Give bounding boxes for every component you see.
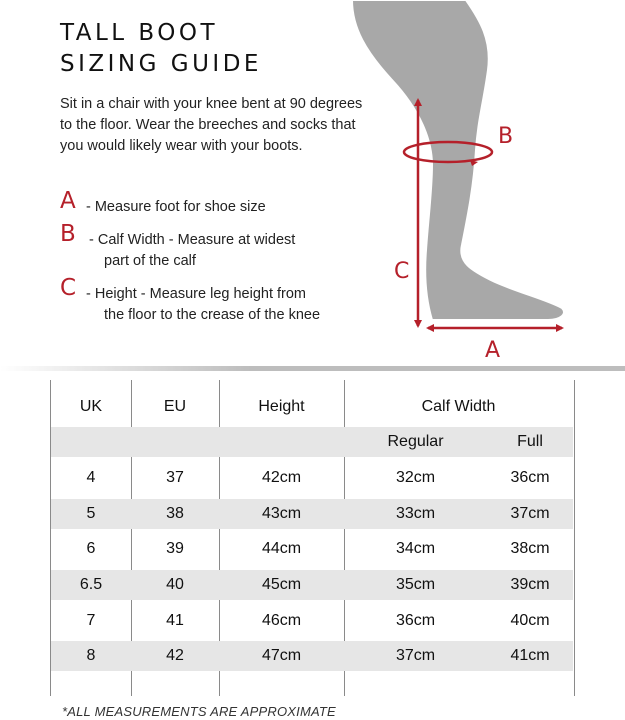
cell-height: 44cm — [261, 540, 302, 557]
table-border-right — [574, 380, 575, 696]
cell-height: 45cm — [261, 576, 302, 593]
header-full: Full — [517, 433, 543, 450]
cell-regular: 33cm — [395, 505, 436, 522]
cell-uk: 7 — [86, 612, 96, 629]
header-uk: UK — [79, 398, 103, 415]
cell-height: 43cm — [261, 505, 302, 522]
cell-height: 47cm — [261, 647, 302, 664]
header-height: Height — [258, 398, 305, 415]
cell-eu: 41 — [166, 612, 184, 629]
table-row — [51, 499, 573, 529]
title-line-1: TALL BOOT — [60, 20, 219, 46]
table-row — [51, 570, 573, 600]
cell-height: 46cm — [261, 612, 302, 629]
header-regular: Regular — [387, 433, 444, 450]
table-row — [51, 641, 573, 671]
title-line-2: SIZING GUIDE — [60, 51, 262, 77]
cell-regular: 37cm — [395, 647, 436, 664]
cell-regular: 34cm — [395, 540, 436, 557]
cell-regular: 32cm — [395, 469, 436, 486]
step-b-text: - Calf Width - Measure at widest — [89, 232, 296, 248]
leg-silhouette — [352, 0, 564, 320]
footnote: *ALL MEASUREMENTS ARE APPROXIMATE — [62, 704, 336, 719]
table-header-row — [51, 392, 573, 422]
step-b — [60, 221, 296, 272]
diagram-label-c: C — [394, 259, 410, 284]
cell-full: 40cm — [510, 612, 550, 629]
cell-full: 36cm — [510, 469, 550, 486]
cell-height: 42cm — [261, 469, 302, 486]
step-a — [60, 188, 266, 218]
step-letter-c: C — [60, 275, 77, 301]
step-a-text: - Measure foot for shoe size — [86, 199, 266, 215]
cell-eu: 38 — [166, 505, 184, 522]
cell-eu: 42 — [166, 647, 184, 664]
cell-uk: 6 — [86, 540, 96, 557]
table-row — [51, 606, 573, 636]
cell-uk: 4 — [86, 469, 96, 486]
page-title — [60, 18, 262, 80]
cell-eu: 39 — [166, 540, 184, 557]
step-c — [60, 275, 321, 326]
cell-uk: 8 — [86, 647, 96, 664]
section-divider — [0, 366, 625, 371]
leg-measurement-diagram — [340, 0, 625, 370]
cell-regular: 36cm — [395, 612, 436, 629]
step-c-text-line-2: the floor to the crease of the knee — [104, 307, 321, 323]
cell-full: 41cm — [510, 647, 550, 664]
diagram-label-b: B — [498, 124, 514, 149]
diagram-label-a: A — [485, 338, 501, 363]
intro-text: Sit in a chair with your knee bent at 90 degrees to the floor. Wear the breeches and socks that you would likely wear with your boots. — [60, 96, 363, 154]
cell-full: 39cm — [510, 576, 550, 593]
cell-regular: 35cm — [395, 576, 436, 593]
cell-eu: 37 — [166, 469, 184, 486]
cell-eu: 40 — [166, 576, 184, 593]
step-c-text: - Height - Measure leg height from — [86, 286, 307, 302]
cell-full: 38cm — [510, 540, 550, 557]
cell-uk: 6.5 — [79, 576, 103, 593]
header-calf-width: Calf Width — [421, 398, 496, 415]
table-subheader-row — [51, 427, 573, 457]
cell-uk: 5 — [86, 505, 96, 522]
table-row — [51, 534, 573, 564]
step-letter-b: B — [60, 221, 76, 247]
step-letter-a: A — [60, 188, 76, 214]
step-b-text-line-2: part of the calf — [104, 253, 196, 269]
cell-full: 37cm — [510, 505, 550, 522]
header-eu: EU — [163, 398, 187, 415]
table-row — [51, 463, 573, 493]
